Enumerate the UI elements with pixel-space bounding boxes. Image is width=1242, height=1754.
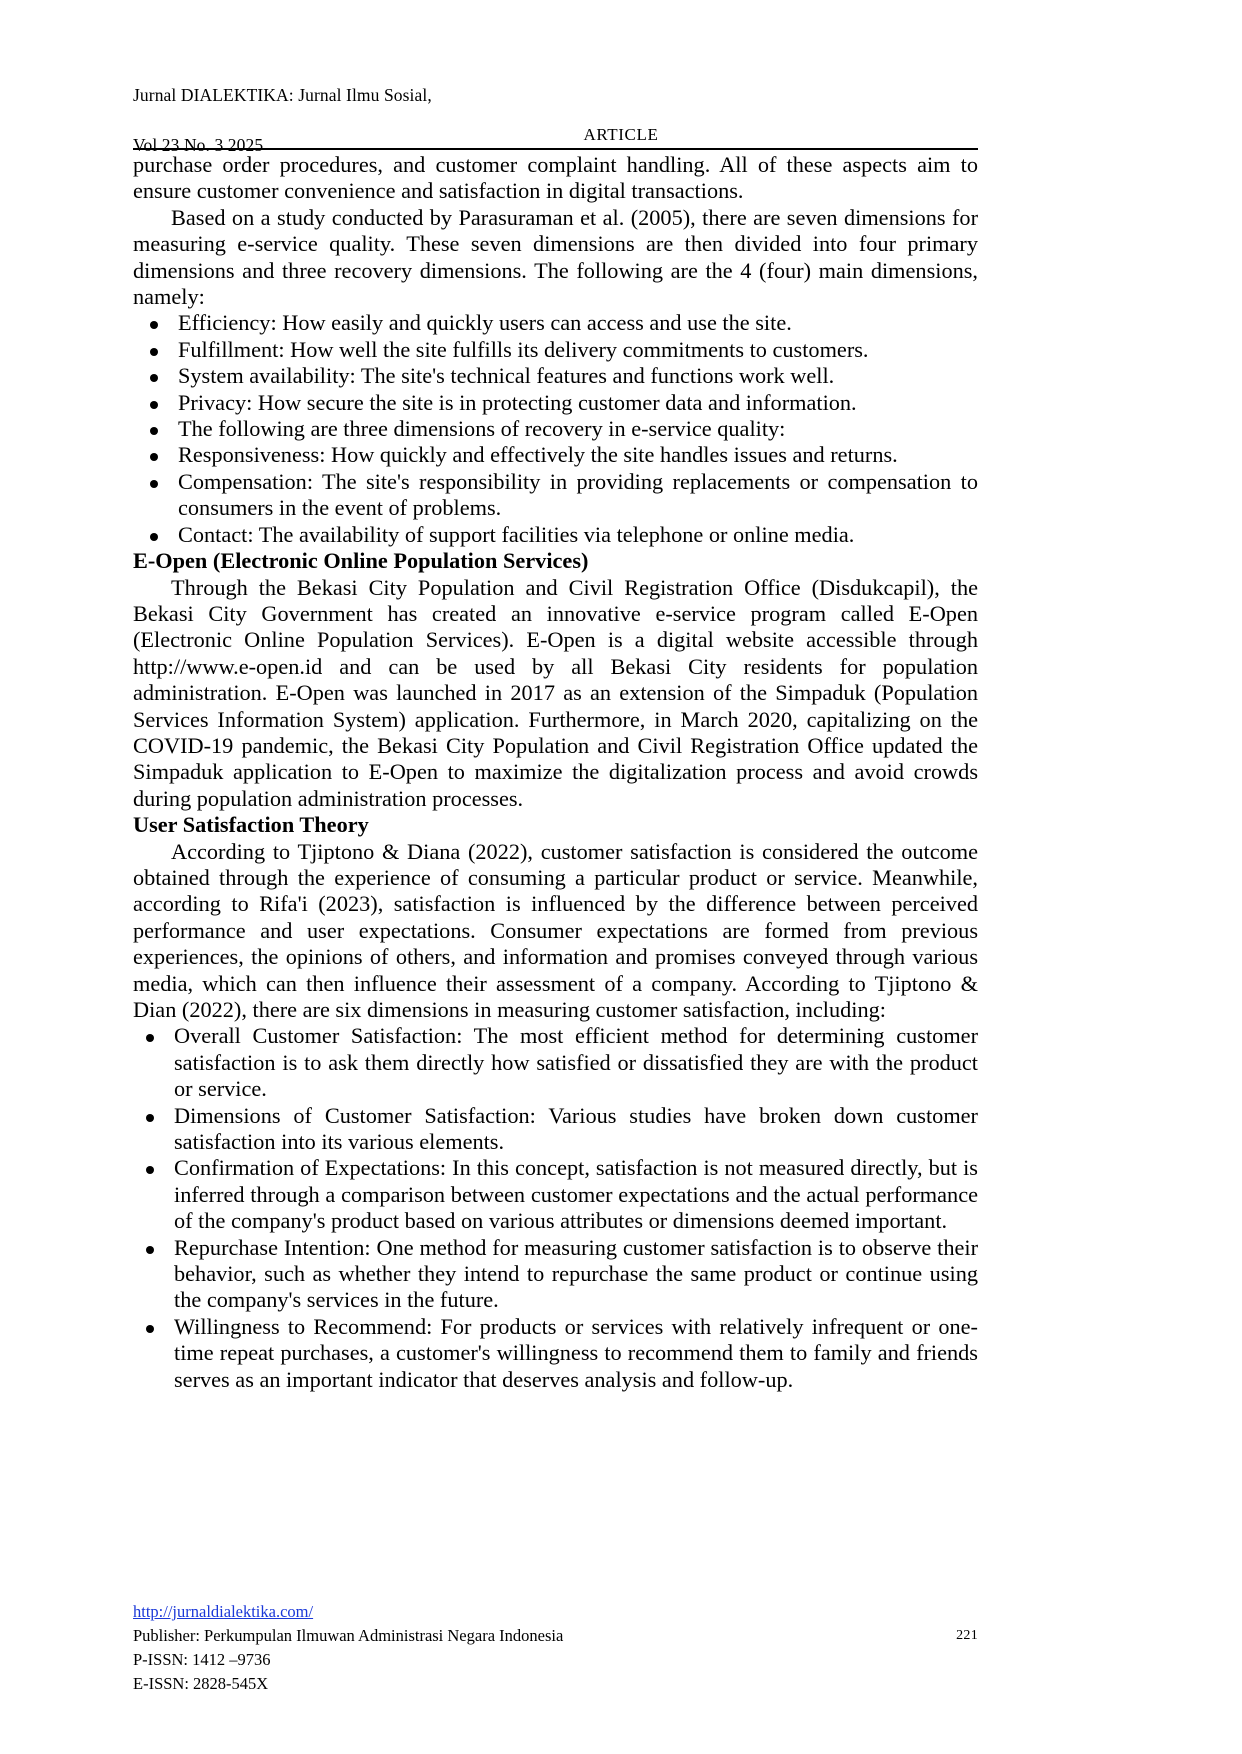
list-item: Privacy: How secure the site is in protecting customer data and information. (133, 390, 978, 416)
heading-e-open: E-Open (Electronic Online Population Services) (133, 548, 589, 574)
list-item: Confirmation of Expectations: In this concept, satisfaction is not measured directly, but is inferred through a comparison between customer expectations and the actual performance of the company's product based on various attributes or dimensions deemed important. (133, 1155, 978, 1234)
running-head-line-2: Vol 23 No. 3 2025 (133, 134, 264, 155)
header-divider (133, 148, 978, 150)
journal-url-link[interactable]: http://jurnaldialektika.com/ (133, 1602, 314, 1621)
paragraph-eservice-dimensions: Based on a study conducted by Parasuraman et al. (2005), there are seven dimensions for measuring e-service quality. These seven dimensions are then divided into four primary dimensions and three recovery dimensions. The following are the 4 (four) main dimensions, namely: (133, 204, 978, 310)
list-item: Responsiveness: How quickly and effectively the site handles issues and returns. (133, 442, 978, 468)
article-label: ARTICLE (583, 125, 659, 144)
footer-url-line (133, 1600, 978, 1624)
paragraph-continuation: purchase order procedures, and customer complaint handling. All of these aspects aim to ensure customer convenience and satisfaction in digital transactions. (133, 152, 978, 204)
list-item: Efficiency: How easily and quickly users can access and use the site. (133, 310, 978, 336)
footer-publisher: Publisher: Perkumpulan Ilmuwan Administrasi Negara Indonesia (133, 1625, 564, 1645)
list-eservice-dimensions (133, 310, 978, 548)
list-item: The following are three dimensions of recovery in e-service quality: (133, 416, 978, 442)
page-number: 221 (956, 1628, 978, 1643)
page-footer (133, 1600, 978, 1696)
list-item: System availability: The site's technical features and functions work well. (133, 363, 978, 389)
heading-user-satisfaction-theory: User Satisfaction Theory (133, 812, 369, 838)
paragraph-user-satisfaction: According to Tjiptono & Diana (2022), customer satisfaction is considered the outcome obtained through the experience of consuming a particular product or service. Meanwhile, according to Rifa'i (2023), satisfaction is influenced by the difference between perceived performance and user expectations. Consumer expectations are formed from previous experiences, the opinions of others, and information and promises conveyed through various media, which can then influence their assessment of a company. According to Tjiptono & Dian (2022), there are six dimensions in measuring customer satisfaction, including: (133, 838, 978, 1022)
document-body (133, 152, 978, 1393)
list-item: Contact: The availability of support facilities via telephone or online media. (133, 522, 978, 548)
footer-e-issn: E-ISSN: 2828-545X (133, 1673, 269, 1693)
list-item: Repurchase Intention: One method for measuring customer satisfaction is to observe their behavior, such as whether they intend to repurchase the same product or continue using the company's services in the future. (133, 1235, 978, 1314)
footer-p-issn: P-ISSN: 1412 –9736 (133, 1649, 271, 1669)
list-item: Overall Customer Satisfaction: The most efficient method for determining customer satisfaction is to ask them directly how satisfied or dissatisfied they are with the product or service. (133, 1023, 978, 1102)
list-item: Compensation: The site's responsibility in providing replacements or compensation to consumers in the event of problems. (133, 469, 978, 522)
running-head-line-1: Jurnal DIALEKTIKA: Jurnal Ilmu Sosial, (133, 84, 432, 105)
list-item: Dimensions of Customer Satisfaction: Various studies have broken down customer satisfaction into its various elements. (133, 1103, 978, 1156)
list-item: Fulfillment: How well the site fulfills its delivery commitments to customers. (133, 337, 978, 363)
list-item: Willingness to Recommend: For products or services with relatively infrequent or one-time repeat purchases, a customer's willingness to recommend them to family and friends serves as an important indicator that deserves analysis and follow-up. (133, 1314, 978, 1393)
paragraph-e-open: Through the Bekasi City Population and Civil Registration Office (Disdukcapil), the Bekasi City Government has created an innovative e-service program called E-Open (Electronic Online Population Services). E-Open is a digital website accessible through http://www.e-open.id and can be used by all Bekasi City residents for population administration. E-Open was launched in 2017 as an extension of the Simpaduk (Population Services Information System) application. Furthermore, in March 2020, capitalizing on the COVID-19 pandemic, the Bekasi City Population and Civil Registration Office updated the Simpaduk application to E-Open to maximize the digitalization process and avoid crowds during population administration processes. (133, 574, 978, 811)
list-satisfaction-dimensions (133, 1023, 978, 1393)
